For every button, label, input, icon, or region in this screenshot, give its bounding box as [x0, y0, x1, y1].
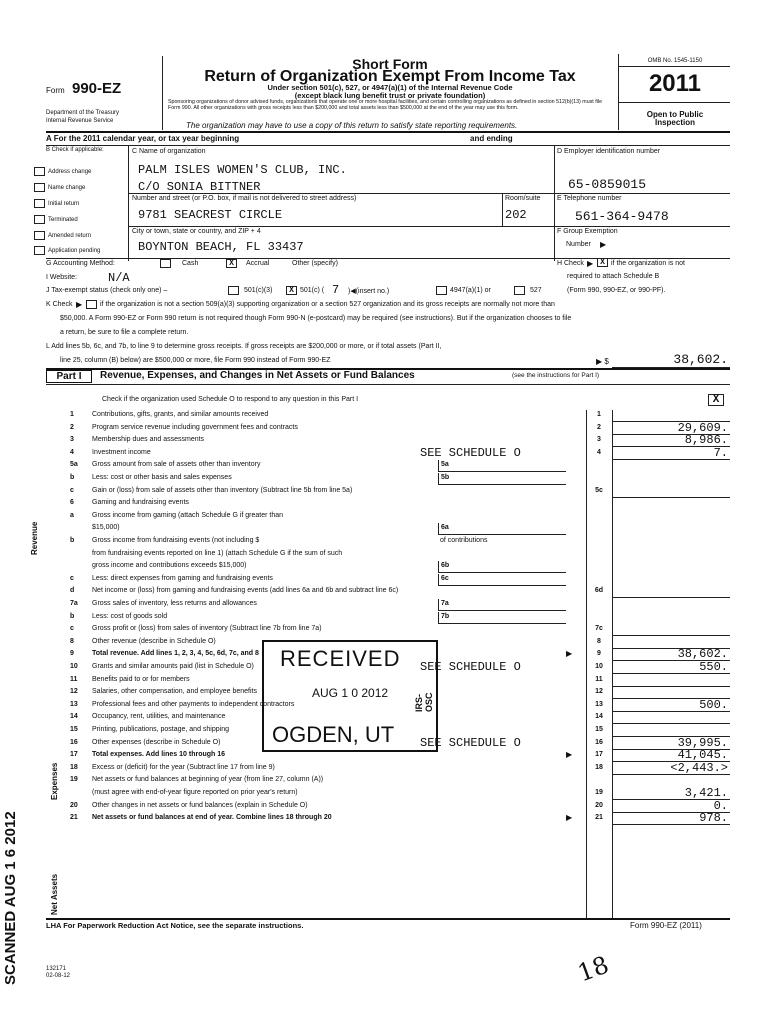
line-box-number: 18	[595, 763, 603, 771]
line-text: Contributions, gifts, grants, and similar amounts received	[92, 411, 269, 418]
label-insert-no: )◀(insert no.)	[348, 288, 390, 295]
line-text: Grants and similar amounts paid (list in Schedule O)	[92, 663, 254, 670]
line-extra-text: of contributions	[440, 537, 488, 544]
subtitle-2: (except black lung benefit trust or private foundation)	[294, 91, 486, 100]
line-row	[0, 599, 770, 611]
line-number: d	[70, 587, 75, 595]
and-ending-label: and ending	[470, 134, 513, 143]
subline-field[interactable]	[438, 473, 566, 485]
city-label: City or town, state or country, and ZIP + 4	[132, 228, 261, 235]
line-box-number: 14	[595, 713, 603, 721]
check-terminated: Terminated	[48, 217, 78, 223]
page-mark: 18	[574, 950, 613, 988]
line-text: Gross amount from sale of assets other than inventory	[92, 461, 261, 469]
schedule-o-note: SEE SCHEDULE O	[420, 660, 521, 674]
line-box-number: 6d	[594, 587, 604, 595]
line-box-number: 9	[597, 650, 601, 658]
checkbox-amended-return[interactable]	[34, 231, 45, 240]
accrual-label: Accrual	[246, 260, 270, 267]
line-row	[0, 813, 770, 825]
label-501c3: 501(c)(3)	[244, 287, 273, 294]
checkbox-address-change[interactable]	[34, 167, 45, 176]
cash-label: Cash	[182, 260, 199, 267]
line-number: 18	[70, 763, 78, 771]
line-number: 12	[70, 688, 78, 696]
received-stamp	[262, 640, 438, 752]
line-text: $15,000)	[92, 524, 120, 532]
k-text-3: a return, be sure to file a complete return.	[60, 329, 189, 336]
subline-box: 5b	[441, 474, 450, 481]
line-amount[interactable]: 3,421.	[684, 786, 728, 800]
received-city: OGDEN, UT	[272, 722, 395, 747]
checkbox-schedule-o[interactable]: X	[708, 394, 724, 406]
line-text: from fundraising events reported on line 1) (attach Schedule G if the sum of such	[92, 549, 343, 557]
line-number: 8	[70, 637, 74, 645]
line-row	[0, 549, 770, 561]
subline-box: 6b	[441, 562, 450, 570]
line-text: Investment income	[92, 448, 151, 456]
line-row	[0, 624, 770, 636]
total-arrow-icon: ▶	[566, 750, 573, 760]
line-box-number: 21	[595, 814, 603, 822]
line-box-number: 4	[597, 448, 601, 456]
street-address: 9781 SEACREST CIRCLE	[138, 208, 283, 222]
line-number: c	[70, 625, 74, 633]
title-short-form: Short Form	[352, 56, 428, 72]
line-text: Net income or (loss) from gaming and fundraising events (add lines 6a and 6b and subtract line 6c)	[92, 587, 399, 595]
line-number: 4	[70, 448, 74, 456]
line-text: Benefits paid to or for members	[92, 675, 190, 683]
line-row	[0, 473, 770, 485]
line-text: Occupancy, rent, utilities, and maintenance	[92, 713, 226, 721]
line-text: Gross sales of inventory, less returns and allowances	[92, 600, 257, 607]
phone-value: 561-364-9478	[575, 209, 669, 224]
received-date: AUG 1 0 2012	[312, 686, 389, 700]
line-box-number: 12	[595, 688, 603, 696]
checkbox-501c[interactable]: X	[286, 286, 297, 295]
part1-title-note: (see the instructions for Part I)	[512, 372, 600, 379]
line-box-number: 19	[595, 789, 603, 796]
line-amount[interactable]: 39,995.	[677, 735, 728, 750]
line-amount[interactable]: 978.	[699, 811, 728, 826]
k-text-1: if the organization is not a section 509(a)(3) supporting organization or a section 527 organization and its gross receipts are normally not more than	[100, 301, 555, 308]
line-number: 14	[70, 713, 78, 721]
phone-label: E Telephone number	[557, 195, 622, 202]
subline-box: 7b	[441, 612, 450, 620]
line-amount[interactable]: 29,609.	[677, 420, 728, 435]
tax-year: 2011	[648, 70, 702, 97]
h-check-label: H Check	[557, 260, 584, 267]
line-text: Less: cost or other basis and sales expenses	[92, 474, 232, 481]
line-amount[interactable]: 38,602.	[677, 647, 728, 662]
gross-receipts-amount: 38,602.	[673, 352, 728, 367]
line-text: Gross income from gaming (attach Schedule G if greater than	[92, 511, 284, 519]
line-a-label: A For the 2011 calendar year, or tax year beginning	[46, 134, 240, 143]
line-row	[0, 445, 770, 460]
group-exemption-number-label: Number	[566, 241, 591, 248]
label-501c: 501(c) (	[300, 287, 325, 294]
check-initial-return: Initial return	[48, 201, 80, 207]
form-ref: Form 990-EZ (2011)	[630, 921, 702, 930]
checkbox-application-pending[interactable]	[34, 246, 45, 255]
department: Department of the Treasury	[46, 110, 120, 116]
subline-field[interactable]	[438, 561, 566, 573]
line-row	[0, 561, 770, 573]
scanned-stamp: SCANNED AUG 1 6 2012	[2, 811, 19, 985]
line-box-number: 3	[597, 436, 601, 444]
501c-number: 7	[332, 283, 340, 297]
line-box-number: 13	[595, 700, 603, 708]
check-address-change: Address change	[48, 169, 92, 175]
schedule-o-note: SEE SCHEDULE O	[420, 735, 521, 750]
line-number: 9	[70, 650, 74, 658]
line-row	[0, 586, 770, 598]
received-text: RECEIVED	[280, 646, 401, 671]
line-row	[0, 410, 770, 422]
line-row	[0, 788, 770, 800]
line-row	[0, 498, 770, 510]
subline-box: 5a	[441, 461, 449, 469]
line-box-number: 1	[597, 411, 601, 418]
line-number: 1	[70, 411, 74, 418]
line-text: Printing, publications, postage, and shipping	[92, 726, 229, 733]
schedule-o-check-label: Check if the organization used Schedule O to respond to any question in this Part I	[102, 396, 359, 403]
l-text-2: line 25, column (B) below) are $500,000 or more, file Form 990 instead of Form 990-EZ	[60, 357, 331, 364]
line-row	[0, 612, 770, 624]
line-number: 2	[70, 423, 74, 431]
ein-label: D Employer identification number	[557, 148, 661, 155]
total-arrow-icon: ▶	[566, 813, 573, 823]
line-amount[interactable]: 500.	[699, 697, 728, 712]
line-number: 13	[70, 700, 78, 708]
line-amount[interactable]: <2,443.>	[670, 760, 728, 775]
side-label-revenue: Revenue	[30, 521, 39, 555]
h-arrow-icon: ▶	[587, 259, 594, 268]
line-number: 21	[70, 814, 78, 822]
checkbox-527[interactable]	[514, 286, 525, 295]
line-c-label: C Name of organization	[132, 148, 206, 155]
line-number: b	[70, 612, 75, 620]
line-text: Total revenue. Add lines 1, 2, 3, 4, 5c, 6d, 7c, and 8	[92, 650, 259, 658]
line-number: 19	[70, 776, 78, 784]
line-text: Excess or (deficit) for the year (Subtract line 17 from line 9)	[92, 763, 275, 771]
group-exemption-label: F Group Exemption	[557, 228, 618, 235]
line-text: gross income and contributions exceeds $15,000)	[92, 562, 247, 570]
k-check-label: K Check	[46, 301, 73, 308]
arrow-icon: ▶	[600, 240, 607, 249]
other-specify-label: Other (specify)	[292, 260, 338, 267]
line-text: Less: cost of goods sold	[92, 612, 168, 620]
line-amount[interactable]: 550.	[699, 660, 728, 674]
line-row	[0, 536, 770, 548]
line-text: Other revenue (describe in Schedule O)	[92, 637, 216, 645]
line-box-number: 5c	[595, 486, 603, 494]
part1-label: Part I	[46, 370, 92, 383]
open-public-2: Inspection	[654, 118, 695, 127]
line-amount[interactable]: 8,986.	[684, 433, 728, 448]
received-side: IRS-OSC	[414, 692, 434, 712]
subline-field[interactable]	[438, 612, 566, 624]
line-row	[0, 460, 770, 472]
line-box-number: 20	[595, 801, 603, 809]
line-text: Less: direct expenses from gaming and fundraising events	[92, 574, 273, 582]
lha-notice: LHA For Paperwork Reduction Act Notice, see the separate instructions.	[46, 921, 304, 930]
line-number: 6	[70, 499, 74, 507]
line-number: c	[70, 574, 74, 582]
checkbox-schedule-b[interactable]: X	[597, 258, 608, 267]
line-row	[0, 798, 770, 813]
ein-value: 65-0859015	[568, 177, 647, 192]
line-box-number: 8	[597, 637, 601, 645]
line-number: b	[70, 474, 75, 481]
amount-underline	[612, 824, 730, 825]
k-text-2: $50,000. A Form 990-EZ or Form 990 return is not required though Form 990-N (e-postcard) may be required (see instructions). But if the organization chooses to file	[60, 315, 572, 322]
line-text: Membership dues and assessments	[92, 436, 205, 444]
checkbox-4947[interactable]	[436, 286, 447, 295]
line-number: 16	[70, 738, 78, 746]
line-text: Total expenses. Add lines 10 through 16	[92, 751, 226, 759]
sponsoring-note: Sponsoring organizations of donor advised funds, organizations that operate one or more hospital facilities, and certain controlling organizations as defined in section 512(b)(13) must file Form 990. All other organizations with gross receipts less than $200,000 and total assets less than $500,000 at the end of the year may use this form.	[168, 99, 603, 111]
form-label: Form	[46, 86, 65, 95]
line-amount[interactable]: 41,045.	[677, 748, 728, 763]
line-box-number: 17	[595, 751, 603, 759]
line-number: 7a	[70, 600, 78, 607]
line-text: Professional fees and other payments to independent contractors	[92, 700, 295, 708]
line-row	[0, 523, 770, 535]
subline-box: 7a	[441, 600, 449, 607]
line-number: 5a	[70, 461, 78, 469]
check-application-pending: Application pending	[48, 248, 101, 254]
city-state-zip: BOYNTON BEACH, FL 33437	[138, 240, 304, 254]
footer-code-1: 132171	[46, 966, 67, 972]
line-number: 3	[70, 436, 74, 444]
line-number: 17	[70, 751, 78, 759]
h-text-3: (Form 990, 990-EZ, or 990-PF).	[567, 287, 666, 294]
line-text: Other expenses (describe in Schedule O)	[92, 738, 221, 746]
total-arrow-icon: ▶	[566, 649, 573, 659]
check-amended-return: Amended return	[48, 233, 92, 239]
line-number: a	[70, 511, 74, 519]
checkbox-name-change[interactable]	[34, 183, 45, 192]
room-label: Room/suite	[505, 195, 541, 202]
checkbox-cash[interactable]	[160, 259, 171, 268]
street-label: Number and street (or P.O. box, if mail is not delivered to street address)	[132, 195, 357, 202]
line-text: Program service revenue including government fees and contracts	[92, 423, 298, 431]
footer-code-2: 02-08-12	[46, 973, 71, 979]
label-527: 527	[530, 287, 542, 294]
line-box-number: 16	[595, 738, 603, 746]
subline-field[interactable]	[438, 460, 566, 472]
side-label-expenses: Expenses	[50, 762, 59, 800]
check-name-change: Name change	[48, 185, 86, 191]
checkbox-terminated[interactable]	[34, 215, 45, 224]
subline-box: 6a	[441, 524, 449, 532]
checkbox-k[interactable]	[86, 300, 97, 309]
line-number: b	[70, 537, 75, 544]
line-text: Gross profit or (loss) from sales of inventory (Subtract line 7b from line 7a)	[92, 625, 322, 633]
line-row	[0, 511, 770, 523]
h-text-1: if the organization is not	[611, 260, 685, 267]
irs-label: Internal Revenue Service	[46, 118, 114, 124]
line-text: Salaries, other compensation, and employee benefits	[92, 688, 257, 696]
line-text: Other changes in net assets or fund balances (explain in Schedule O)	[92, 801, 308, 809]
subline-box: 6c	[441, 574, 449, 582]
line-text: Gaming and fundraising events	[92, 499, 189, 507]
room-suite: 202	[505, 208, 527, 222]
accounting-method-label: G Accounting Method:	[46, 260, 115, 267]
part1-title: Revenue, Expenses, and Changes in Net Assets or Fund Balances	[100, 370, 415, 381]
line-row	[0, 420, 770, 435]
page-title: Return of Organization Exempt From Income Tax	[204, 68, 576, 85]
line-box-number: 10	[595, 663, 603, 670]
subtitle-1: Under section 501(c), 527, or 4947(a)(1) of the Internal Revenue Code	[267, 83, 513, 92]
line-text: Gain or (loss) from sale of assets other than inventory (Subtract line 5b from line 5a)	[92, 486, 353, 494]
line-row	[0, 574, 770, 586]
line-number: 10	[70, 663, 78, 670]
care-of: C/O SONIA BITTNER	[138, 180, 261, 194]
label-4947: 4947(a)(1) or	[450, 287, 491, 294]
copy-note: The organization may have to use a copy of this return to satisfy state reporting requirements.	[186, 121, 518, 130]
line-row	[0, 760, 770, 775]
subline-field[interactable]	[438, 523, 566, 535]
checkbox-accrual[interactable]: X	[226, 259, 237, 268]
line-number: 20	[70, 801, 78, 809]
line-text: (must agree with end-of-year figure reported on prior year's return)	[92, 789, 298, 796]
subline-field[interactable]	[438, 574, 566, 586]
line-amount[interactable]: 0.	[713, 798, 728, 813]
schedule-o-note: SEE SCHEDULE O	[420, 445, 521, 460]
line-number: 11	[70, 675, 78, 683]
tax-exempt-label: J Tax-exempt status (check only one) –	[46, 287, 168, 294]
l-arrow-icon: ▶ $	[596, 357, 609, 366]
line-text: Net assets or fund balances at beginning of year (from line 27, column (A))	[92, 776, 324, 784]
website-value: N/A	[108, 271, 130, 285]
line-row	[0, 775, 770, 787]
checkbox-501c3[interactable]	[228, 286, 239, 295]
line-box-number: 7c	[595, 625, 603, 633]
line-box-number: 2	[597, 423, 601, 431]
h-text-2: required to attach Schedule B	[567, 273, 660, 280]
subline-field[interactable]	[438, 599, 566, 611]
line-box-number: 11	[595, 675, 603, 683]
line-row	[0, 486, 770, 498]
line-amount[interactable]: 7.	[713, 445, 728, 460]
line-number: c	[70, 486, 74, 494]
website-label: I Website:	[46, 274, 77, 281]
line-b-label: B Check if applicable:	[46, 147, 104, 153]
line-text: Gross income from fundraising events (not including $	[92, 537, 260, 544]
k-arrow-icon: ▶	[76, 300, 83, 309]
line-row	[0, 435, 770, 447]
l-text-1: L Add lines 5b, 6c, and 7b, to line 9 to determine gross receipts. If gross receipts are $200,000 or more, or if total assets (Part II,	[46, 343, 442, 350]
org-name: PALM ISLES WOMEN'S CLUB, INC.	[138, 163, 347, 177]
line-box-number: 15	[595, 726, 603, 733]
side-label-net-assets: Net Assets	[50, 873, 59, 915]
checkbox-initial-return[interactable]	[34, 199, 45, 208]
line-text: Net assets or fund balances at end of year. Combine lines 18 through 20	[92, 814, 332, 822]
line-number: 15	[70, 726, 78, 733]
open-public-1: Open to Public	[646, 110, 704, 119]
form-number: 990-EZ	[72, 80, 122, 97]
omb-number: OMB No. 1545-1150	[647, 58, 703, 64]
